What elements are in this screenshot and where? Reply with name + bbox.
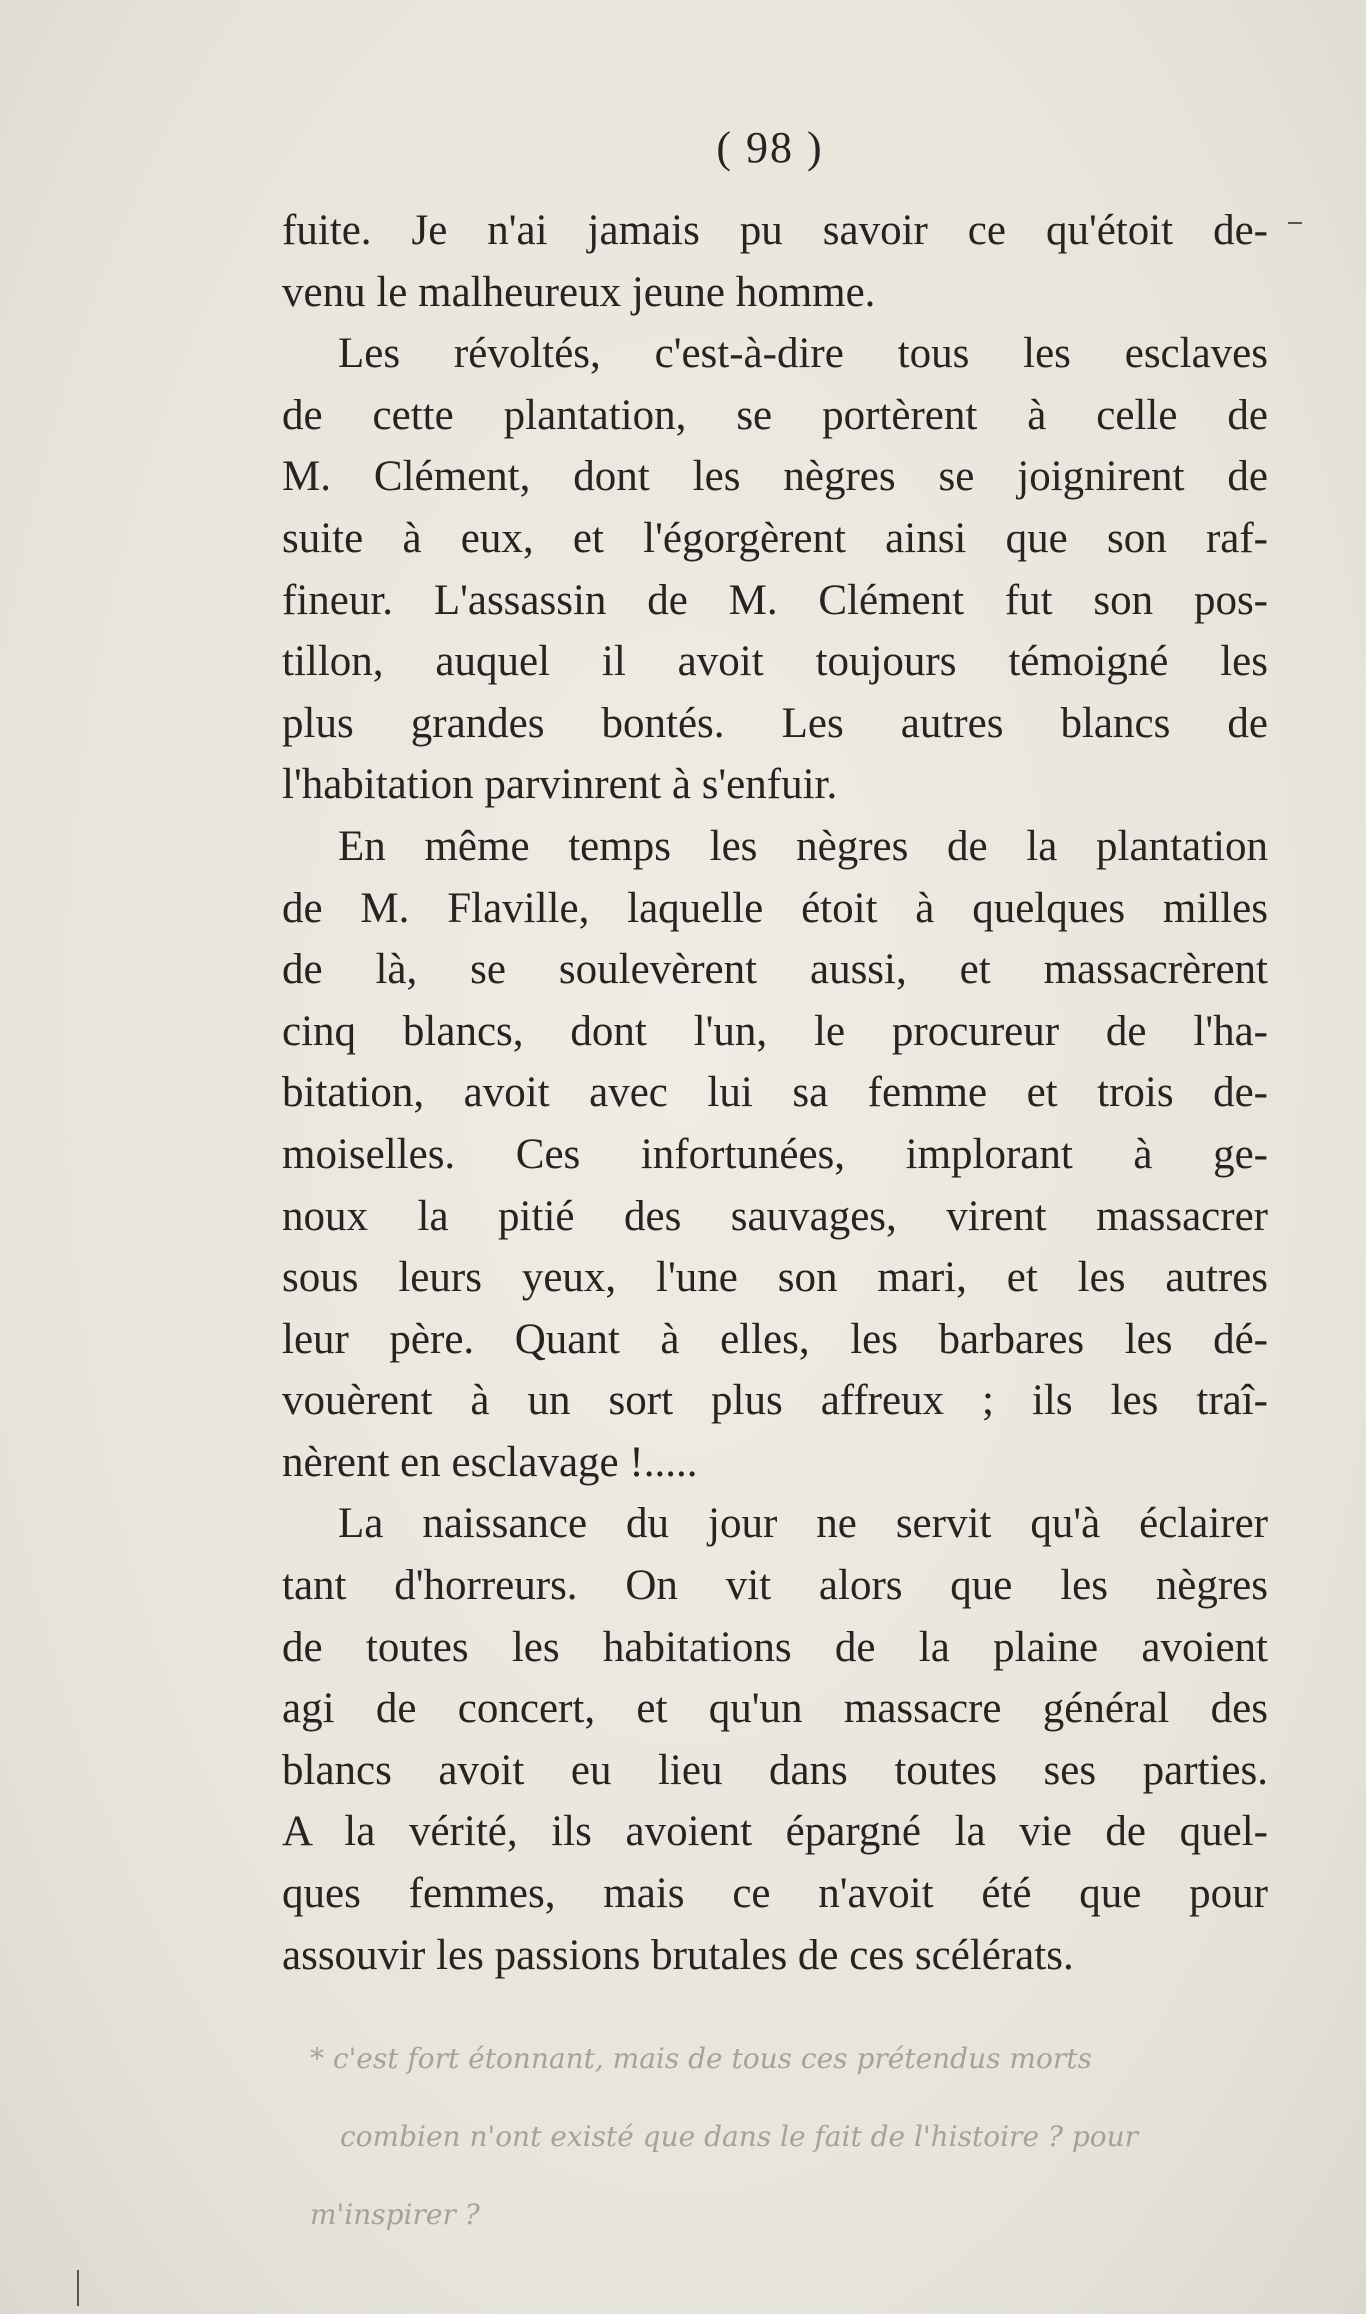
text-line: agi de concert, et qu'un massacre général des <box>282 1685 1268 1733</box>
text-line: cinq blancs, dont l'un, le procureur de l'ha- <box>282 1007 1268 1055</box>
text-line: sous leurs yeux, l'une son mari, et les autres <box>282 1254 1268 1302</box>
text-line: nèrent en esclavage !..... <box>282 1438 698 1486</box>
text-line: tillon, auquel il avoit toujours témoigné les <box>282 638 1268 686</box>
text-line: Les révoltés, c'est-à-dire tous les esclaves <box>338 330 1268 378</box>
annotation-line: m'inspirer ? <box>310 2198 480 2231</box>
text-line: La naissance du jour ne servit qu'à éclairer <box>338 1500 1268 1548</box>
text-line: l'habitation parvinrent à s'enfuir. <box>282 761 838 809</box>
text-line: venu le malheureux jeune homme. <box>282 268 876 316</box>
text-line: noux la pitié des sauvages, virent massacrer <box>282 1192 1268 1240</box>
text-line: En même temps les nègres de la plantation <box>338 822 1268 870</box>
text-line: suite à eux, et l'égorgèrent ainsi que son raf- <box>282 514 1268 562</box>
annotation-line: combien n'ont existé que dans le fait de l'histoire ? pour <box>340 2120 1139 2153</box>
text-line: de toutes les habitations de la plaine avoient <box>282 1623 1268 1671</box>
text-line: de cette plantation, se portèrent à celle de <box>282 391 1268 439</box>
text-line: de là, se soulevèrent aussi, et massacrèrent <box>282 946 1268 994</box>
handwritten-annotation <box>310 2020 1210 2254</box>
text-line: moiselles. Ces infortunées, implorant à ge- <box>282 1130 1268 1178</box>
text-line: de M. Flaville, laquelle étoit à quelques milles <box>282 884 1268 932</box>
text-line: bitation, avoit avec lui sa femme et trois de- <box>282 1069 1268 1117</box>
text-line: tant d'horreurs. On vit alors que les nègres <box>282 1562 1268 1610</box>
page-number: ( 98 ) <box>716 123 824 172</box>
annotation-line: * c'est fort étonnant, mais de tous ces prétendus morts <box>310 2042 1092 2075</box>
text-line: fineur. L'assassin de M. Clément fut son pos- <box>282 576 1268 624</box>
margin-mark <box>1288 222 1302 224</box>
text-line: assouvir les passions brutales de ces scélérats. <box>282 1931 1074 1979</box>
body-text <box>282 200 1268 1986</box>
margin-mark <box>77 2270 79 2306</box>
text-line: leur père. Quant à elles, les barbares les dé- <box>282 1315 1268 1363</box>
text-line: fuite. Je n'ai jamais pu savoir ce qu'étoit de- <box>282 207 1268 254</box>
text-line: vouèrent à un sort plus affreux ; ils les traî- <box>282 1377 1268 1425</box>
text-line: A la vérité, ils avoient épargné la vie de quel- <box>282 1808 1268 1856</box>
text-line: M. Clément, dont les nègres se joignirent de <box>282 453 1268 501</box>
text-line: ques femmes, mais ce n'avoit été que pour <box>282 1870 1268 1918</box>
text-line: blancs avoit eu lieu dans toutes ses parties. <box>282 1746 1268 1794</box>
text-line: plus grandes bontés. Les autres blancs de <box>282 699 1268 747</box>
